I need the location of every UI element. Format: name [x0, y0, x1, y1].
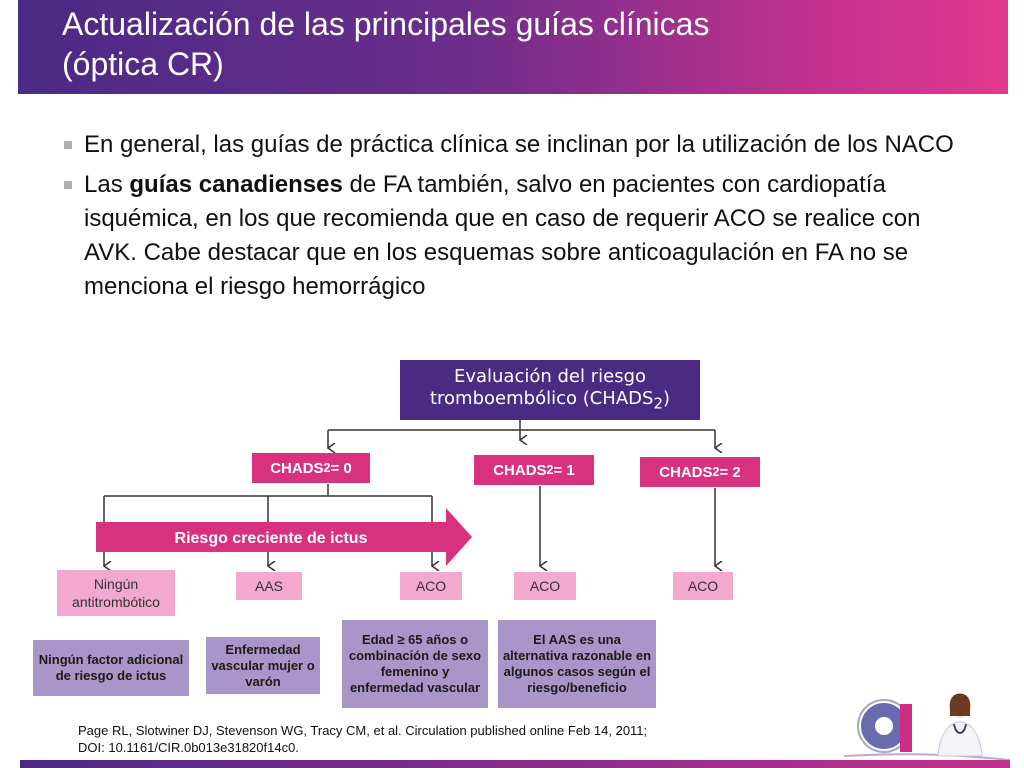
- chads-0-box: [252, 453, 370, 483]
- bottom-bar: [20, 760, 1010, 768]
- bullet-text-2-pre: Las: [84, 171, 130, 198]
- outcome-ninguno-box: Ningún antitrombótico: [57, 570, 175, 616]
- citation-line1: Page RL, Slotwiner DJ, Stevenson WG, Tracy CM, et al. Circulation published online Feb 14, 2011;: [78, 723, 648, 738]
- risk-evaluation-box: [400, 360, 700, 420]
- note-aas-box: Enfermedad vascular mujer o varón: [206, 637, 320, 694]
- chads-1-post: = 1: [553, 461, 575, 479]
- citation-line2: DOI: 10.1161/CIR.0b013e31820f14c0.: [78, 740, 299, 755]
- eval-line2-pre: tromboembólico (CHADS: [429, 387, 654, 409]
- outcome-aco-2-box: ACO: [514, 572, 576, 600]
- bullet-text-1: En general, las guías de práctica clínica se inclinan por la utilización de los NACO: [84, 131, 954, 158]
- chads-0-post: = 0: [330, 459, 352, 477]
- chads-2-box: [640, 457, 760, 487]
- chads-2-pre: CHADS: [659, 463, 713, 481]
- slide-title-line1: Actualización de las principales guías clínicas: [62, 6, 710, 42]
- eval-line2: [429, 387, 671, 413]
- chads-2-post: = 2: [719, 463, 741, 481]
- outcome-aco-1-box: ACO: [400, 572, 462, 600]
- note-chads1-box: El AAS es una alternativa razonable en algunos casos según el riesgo/beneficio: [498, 620, 656, 708]
- note-ninguno-box: Ningún factor adicional de riesgo de ictus: [33, 640, 189, 696]
- bullet-text-2-bold: guías canadienses: [129, 171, 343, 198]
- logo-a-with-doctor-icon: [842, 682, 1012, 762]
- eval-line2-sub: 2: [653, 394, 663, 413]
- outcome-aas-box: AAS: [236, 572, 302, 600]
- citation: [78, 722, 647, 756]
- slide-title-line2: (óptica CR): [62, 46, 224, 82]
- outcome-aco-3-box: ACO: [673, 572, 733, 600]
- eval-line1: Evaluación del riesgo: [453, 365, 647, 387]
- chads-1-pre: CHADS: [493, 461, 547, 479]
- bullet-text-2-post: de FA también, salvo en pacientes con cardiopatía isquémica, en los que recomienda que en caso de requerir ACO se realice con AVK. Cabe destacar que en los esquemas sobre anticoagulación en FA no se menciona el riesgo hemorrágico: [84, 171, 921, 300]
- note-aco-box: Edad ≥ 65 años o combinación de sexo femenino y enfermedad vascular: [342, 620, 488, 708]
- eval-line2-post: ): [662, 387, 671, 409]
- chads-1-sub: 2: [546, 463, 554, 477]
- risk-arrow-label: Riesgo creciente de ictus: [174, 530, 368, 547]
- chads-2-sub: 2: [712, 465, 720, 479]
- chads-1-box: [474, 455, 594, 485]
- chads-0-pre: CHADS: [270, 459, 324, 477]
- chads-0-sub: 2: [323, 461, 331, 475]
